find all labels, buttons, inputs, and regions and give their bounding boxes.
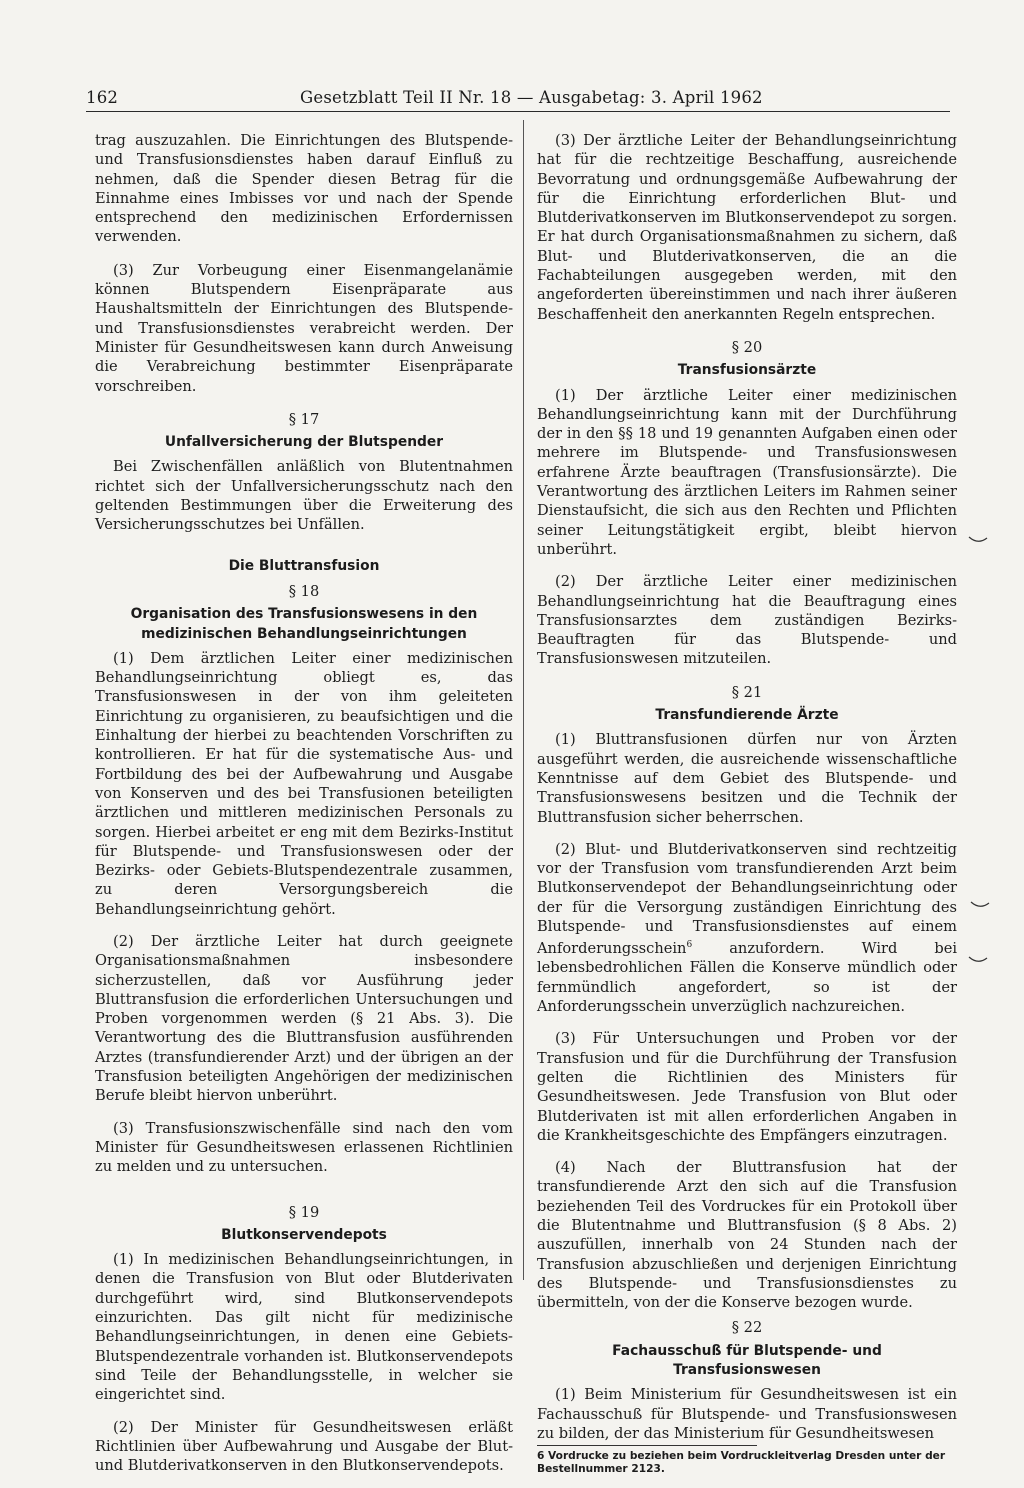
section-21-paragraph-3: (3) Für Untersuchungen und Proben vor der Transfusion und für die Durchführung der Transfusion gelten die Richtlinien des Ministers für Gesundheitswesen. Jede Transfusion von Blut oder Blutderivaten ist mit allen erforderlichen Angaben in die Krankheitsgeschichte des Empfängers einzutragen. (537, 1030, 957, 1144)
section-20-paragraph-2: (2) Der ärztliche Leiter einer medizinischen Behandlungseinrichtung hat die Beauftragung eines Transfusionsarztes dem zuständigen Bezirks-Beauftragten für das Blutspende- und Transfusionswesen mitzuteilen. (537, 573, 957, 668)
section-17-heading: Unfallversicherung der Blutspender (164, 434, 444, 451)
header-title: Gesetzblatt Teil II Nr. 18 — Ausgabetag: 3. April 1962 (300, 88, 763, 107)
section-22-number: § 22 (731, 1319, 763, 1337)
section-21-paragraph-2 (537, 840, 957, 1017)
header-rule (86, 111, 950, 112)
section-20-heading: Transfusionsärzte (677, 362, 817, 379)
footnote-reference: 6 (686, 940, 693, 951)
section-21-paragraph-2-text-b: anzufordern. Wird bei lebensbedrohlichen Fällen die Konserve mündlich oder fernmündlich angefordert, so ist der Anforderungsschein unverzüglich nachzureichen. (537, 940, 957, 1016)
section-18-paragraph-3: (3) Transfusionszwischenfälle sind nach den vom Minister für Gesundheitswesen erlassenen Richtlinien zu melden und zu untersuchen. (95, 1119, 513, 1176)
margin-mark-3 (968, 956, 988, 964)
footnote-rule (537, 1445, 757, 1446)
section-21-paragraph-1: (1) Bluttransfusionen dürfen nur von Ärzten ausgeführt werden, die ausreichende wissenschaftliche Kenntnisse auf dem Gebiet des Blutspende- und Transfusionswesens besitzen und die Technik der Bluttransfusion sicher beherrschen. (537, 731, 957, 826)
section-18-paragraph-2: (2) Der ärztliche Leiter hat durch geeignete Organisationsmaßnahmen insbesondere sicherzustellen, daß vor Ausführung jeder Bluttransfusion die erforderlichen Untersuchungen und Proben vorgenommen werden (§ 21 Abs. 3). Die Verantwortung des die Bluttransfusion ausführenden Arztes (transfundierender Arzt) und der übrigen an der Transfusion beteiligten Angehörigen der medizinischen Berufe bleibt hiervon unberührt. (95, 932, 513, 1105)
section-18-number: § 18 (288, 582, 320, 600)
continuation-text: trag auszuzahlen. Die Einrichtungen des Blutspende- und Transfusionsdienstes haben darauf Einfluß zu nehmen, daß die Spender diesen Betrag für die Einnahme eines Imbisses vor und nach der Spende entsprechend den medizinischen Erfordernissen verwenden. (95, 132, 513, 246)
section-17-text: Bei Zwischenfällen anläßlich von Blutentnahmen richtet sich der Unfallversicherungsschutz nach den geltenden Bestimmungen über die Erweiterung des Versicherungsschutzes bei Unfällen. (95, 458, 513, 534)
section-18-paragraph-1: (1) Dem ärztlichen Leiter einer medizinischen Behandlungseinrichtung obliegt es, das Transfusionswesen in der von ihm geleiteten Einrichtung zu organisieren, zu beaufsichtigen und die Einhaltung der hierbei zu beachtenden Vorschriften zu kontrollieren. Er hat für die systematische Aus- und Fortbildung des bei der Aufbewahrung und Ausgabe von Konserven und des bei Transfusionen beteiligten ärztlichen und mittleren medizinischen Personals zu sorgen. Hierbei arbeitet er eng mit dem Bezirks-Institut für Blutspende- und Transfusionswesen oder der Bezirks- oder Gebiets-Blutspendezentrale zusammen, zu deren Versorgungsbereich die Behandlungseinrichtung gehört. (95, 649, 513, 918)
left-column (95, 131, 513, 1488)
paragraph-16-3: (3) Zur Vorbeugung einer Eisenmangelanämie können Blutspendern Eisenpräparate aus Haushaltsmitteln der Einrichtungen des Blutspende- und Transfusionsdienstes verabreicht werden. Der Minister für Gesundheitswesen kann durch Anweisung die Verabreichung bestimmter Eisenpräparate vorschreiben. (95, 261, 513, 395)
section-21-number: § 21 (731, 683, 763, 701)
section-18-heading: Organisation des Transfusionswesens in den medizinischen Behandlungseinrichtungen (130, 606, 478, 642)
section-19-paragraph-2: (2) Der Minister für Gesundheitswesen erläßt Richtlinien über Aufbewahrung und Ausgabe der Blut- und Blutderivatkonserven in den Blutkonservendepots. (95, 1418, 513, 1475)
part-title: Die Bluttransfusion (228, 557, 380, 574)
section-21-paragraph-2-text-a: (2) Blut- und Blutderivatkonserven sind rechtzeitig vor der Transfusion vom transfundierenden Arzt beim Blutkonservendepot der Behandlungseinrichtung oder der für die Versorgung zuständigen Einrichtung des Blutspende- und Transfusionsdienstes auf einem Anforderungsschein (537, 840, 957, 958)
section-17-number: § 17 (288, 410, 320, 428)
section-19-number: § 19 (288, 1203, 320, 1221)
section-20-paragraph-1: (1) Der ärztliche Leiter einer medizinischen Behandlungseinrichtung kann mit der Durchführung der in den §§ 18 und 19 genannten Aufgaben einen oder mehrere im Blutspende- und Transfusionswesen erfahrene Ärzte beauftragen (Transfusionsärzte). Die Verantwortung des ärztlichen Leiters im Rahmen seiner Dienstaufsicht, die sich aus den Rechten und Pflichten seiner Leitungstätigkeit ergibt, bleibt hiervon unberührt. (537, 386, 957, 558)
section-22-heading: Fachausschuß für Blutspende- und Transfusionswesen (612, 1342, 882, 1379)
page-number: 162 (86, 88, 119, 107)
section-21-heading: Transfundierende Ärzte (655, 707, 839, 724)
section-19-paragraph-1: (1) In medizinischen Behandlungseinrichtungen, in denen die Transfusion von Blut oder Blutderivaten durchgeführt wird, sind Blutkonservendepots einzurichten. Das gilt nicht für medizinische Behandlungseinrichtungen, in denen eine Gebiets-Blutspendezentrale vorhanden ist. Blutkonservendepots sind Teile der Behandlungsstelle, in welcher sie eingerichtet sind. (95, 1251, 513, 1404)
margin-mark-1 (968, 536, 988, 544)
section-19-heading: Blutkonservendepots (221, 1226, 387, 1243)
column-divider (523, 120, 524, 1280)
margin-mark-2 (970, 901, 990, 909)
footnote: 6 Vordrucke zu beziehen beim Vordruckleitverlag Dresden unter der Bestellnummer 2123. (537, 1450, 946, 1476)
paragraph-19-3: (3) Der ärztliche Leiter der Behandlungseinrichtung hat für die rechtzeitige Beschaffung, ausreichende Bevorratung und ordnungsgemäße Aufbewahrung der für die Einrichtung erforderlichen Blut- und Blutderivatkonserven im Blutkonservendepot zu sorgen. Er hat durch Organisationsmaßnahmen zu sichern, daß Blut- und Blutderivatkonserven, die an die Fachabteilungen ausgegeben werden, mit den angeforderten übereinstimmen und nach ihrer äußeren Beschaffenheit den anerkannten Regeln entsprechen. (537, 132, 957, 323)
section-20-number: § 20 (731, 338, 763, 356)
right-column (537, 131, 957, 1476)
section-22-paragraph-1: (1) Beim Ministerium für Gesundheitswesen ist ein Fachausschuß für Blutspende- und Transfusionswesen zu bilden, der das Ministerium für Gesundheitswesen (537, 1386, 957, 1442)
section-21-paragraph-4: (4) Nach der Bluttransfusion hat der transfundierende Arzt den sich auf die Transfusion beziehenden Teil des Vordruckes für ein Protokoll über die Blutentnahme und Bluttransfusion (§ 8 Abs. 2) auszufüllen, innerhalb von 24 Stunden nach der Transfusion abzuschließen und derjenigen Einrichtung des Blutspende- und Transfusionsdienstes zu übermitteln, von der die Konserve bezogen wurde. (537, 1159, 957, 1312)
